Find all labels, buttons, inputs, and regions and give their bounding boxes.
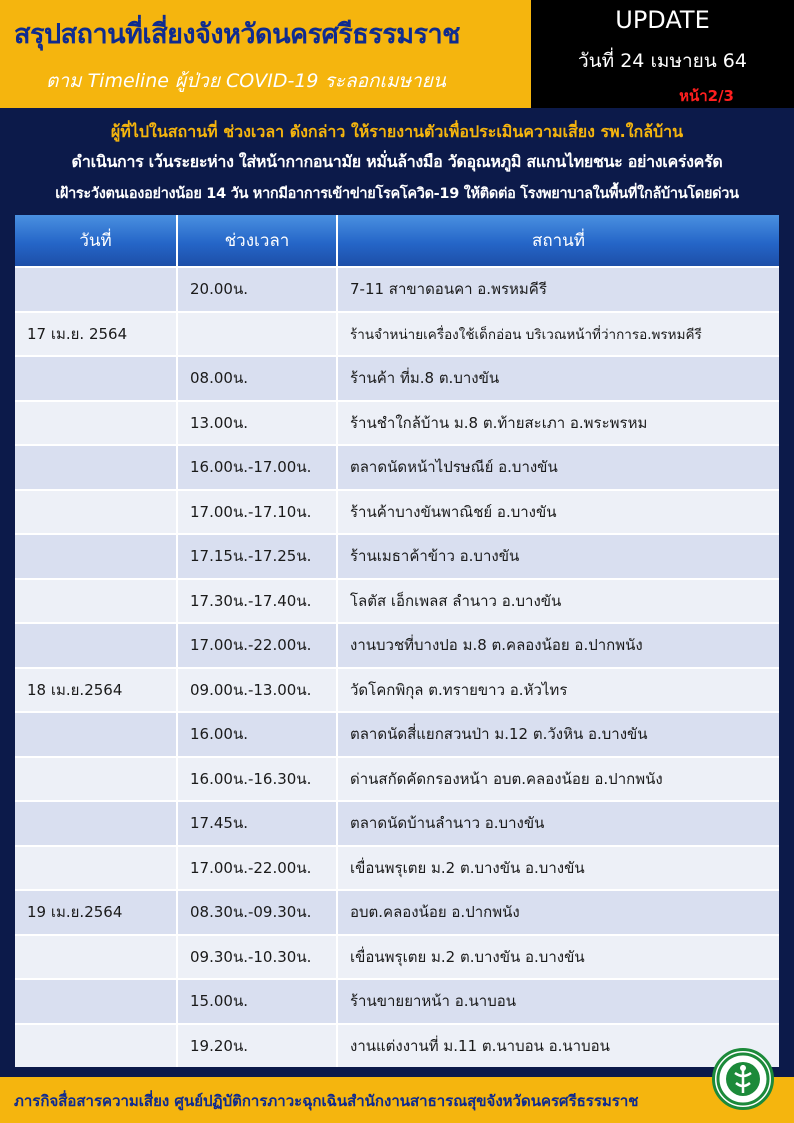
table-row: [15, 534, 779, 579]
page-subtitle: ตาม Timeline ผู้ป่วย COVID-19 ระลอกเมษายน: [46, 70, 446, 92]
date-cell: [15, 979, 177, 1024]
header-banner: [0, 0, 531, 108]
time-cell: 09.00น.-13.00น.: [177, 668, 337, 713]
time-cell: [177, 312, 337, 357]
place-cell: เขื่อนพรุเตย ม.2 ต.บางขัน อ.บางขัน: [337, 846, 779, 891]
date-cell: [15, 623, 177, 668]
date-cell: [15, 1024, 177, 1068]
footer-bar: [0, 1077, 794, 1123]
date-cell: [15, 490, 177, 535]
place-cell: ร้านจำหน่ายเครื่องใช้เด็กอ่อน บริเวณหน้าที่ว่าการอ.พรหมคีรี: [337, 312, 779, 357]
time-cell: 17.00น.-17.10น.: [177, 490, 337, 535]
place-cell: ตลาดนัดบ้านลำนาว อ.บางขัน: [337, 801, 779, 846]
time-cell: 19.20น.: [177, 1024, 337, 1068]
date-cell: [15, 267, 177, 312]
table-header-row: [15, 215, 779, 267]
table-row: [15, 267, 779, 312]
table-row: [15, 668, 779, 713]
place-cell: วัดโคกพิกุล ต.ทรายขาว อ.หัวไทร: [337, 668, 779, 713]
date-cell: [15, 757, 177, 802]
place-cell: งานบวชที่บางปอ ม.8 ต.คลองน้อย อ.ปากพนัง: [337, 623, 779, 668]
place-cell: งานแต่งงานที่ ม.11 ต.นาบอน อ.นาบอน: [337, 1024, 779, 1068]
table-row: [15, 712, 779, 757]
table-row: [15, 356, 779, 401]
table-row: [15, 445, 779, 490]
table-row: [15, 312, 779, 357]
time-cell: 17.15น.-17.25น.: [177, 534, 337, 579]
place-cell: อบต.คลองน้อย อ.ปากพนัง: [337, 890, 779, 935]
time-cell: 08.00น.: [177, 356, 337, 401]
page-indicator: หน้า2/3: [679, 87, 734, 105]
notice-line-3: เฝ้าระวังตนเองอย่างน้อย 14 วัน หากมีอาการเข้าข่ายโรคโควิด-19 ให้ติดต่อ โรงพยาบาลในพื้นที่ใกล้บ้านโดยด่วน: [55, 186, 739, 202]
date-cell: [15, 534, 177, 579]
date-cell: 17 เม.ย. 2564: [15, 312, 177, 357]
time-cell: 08.30น.-09.30น.: [177, 890, 337, 935]
date-cell: [15, 935, 177, 980]
date-cell: [15, 801, 177, 846]
date-cell: [15, 846, 177, 891]
notice-line-2: ดำเนินการ เว้นระยะห่าง ใส่หน้ากากอนามัย หมั่นล้างมือ วัดอุณหภูมิ สแกนไทยชนะ อย่างเคร่งครัด: [71, 152, 723, 171]
table-row: [15, 979, 779, 1024]
place-cell: ตลาดนัดหน้าไปรษณีย์ อ.บางขัน: [337, 445, 779, 490]
update-panel: [531, 0, 794, 108]
place-cell: ร้านค้าบางขันพาณิชย์ อ.บางขัน: [337, 490, 779, 535]
time-cell: 16.00น.: [177, 712, 337, 757]
footer-text: ภารกิจสื่อสารความเสี่ยง ศูนย์ปฏิบัติการภาวะฉุกเฉินสำนักงานสาธารณสุขจังหวัดนครศรีธรรมราช: [14, 1092, 639, 1110]
table-row: [15, 490, 779, 535]
table-row: [15, 623, 779, 668]
time-cell: 17.00น.-22.00น.: [177, 623, 337, 668]
place-cell: ร้านชำใกล้บ้าน ม.8 ต.ท้ายสะเภา อ.พระพรหม: [337, 401, 779, 446]
time-cell: 15.00น.: [177, 979, 337, 1024]
update-label: UPDATE: [615, 6, 710, 34]
place-cell: เขื่อนพรุเตย ม.2 ต.บางขัน อ.บางขัน: [337, 935, 779, 980]
table-row: [15, 579, 779, 624]
time-cell: 20.00น.: [177, 267, 337, 312]
page-title: สรุปสถานที่เสี่ยงจังหวัดนครศรีธรรมราช: [14, 19, 461, 50]
date-cell: [15, 445, 177, 490]
notice-line-1: ผู้ที่ไปในสถานที่ ช่วงเวลา ดังกล่าว ให้รายงานตัวเพื่อประเมินความเสี่ยง รพ.ใกล้บ้าน: [110, 122, 684, 141]
header-date: วันที่: [15, 215, 177, 267]
time-cell: 09.30น.-10.30น.: [177, 935, 337, 980]
time-cell: 16.00น.-17.00น.: [177, 445, 337, 490]
place-cell: 7-11 สาขาดอนคา อ.พรหมคีรี: [337, 267, 779, 312]
table-row: [15, 890, 779, 935]
time-cell: 17.30น.-17.40น.: [177, 579, 337, 624]
date-cell: [15, 579, 177, 624]
table-row: [15, 935, 779, 980]
date-cell: [15, 356, 177, 401]
time-cell: 17.45น.: [177, 801, 337, 846]
ministry-logo-icon: [712, 1048, 774, 1110]
header-time: ช่วงเวลา: [177, 215, 337, 267]
place-cell: ตลาดนัดสี่แยกสวนป่า ม.12 ต.วังหิน อ.บางขัน: [337, 712, 779, 757]
risk-locations-table: [15, 215, 779, 1067]
time-cell: 13.00น.: [177, 401, 337, 446]
table-row: [15, 401, 779, 446]
date-cell: [15, 401, 177, 446]
table-row: [15, 1024, 779, 1068]
place-cell: ร้านเมธาค้าข้าว อ.บางขัน: [337, 534, 779, 579]
table-row: [15, 846, 779, 891]
place-cell: ร้านขายยาหน้า อ.นาบอน: [337, 979, 779, 1024]
table-row: [15, 757, 779, 802]
table-row: [15, 801, 779, 846]
place-cell: โลตัส เอ็กเพลส ลำนาว อ.บางขัน: [337, 579, 779, 624]
time-cell: 17.00น.-22.00น.: [177, 846, 337, 891]
date-cell: 18 เม.ย.2564: [15, 668, 177, 713]
place-cell: ร้านค้า ที่ม.8 ต.บางขัน: [337, 356, 779, 401]
time-cell: 16.00น.-16.30น.: [177, 757, 337, 802]
place-cell: ด่านสกัดคัดกรองหน้า อบต.คลองน้อย อ.ปากพนัง: [337, 757, 779, 802]
header-place: สถานที่: [337, 215, 779, 267]
update-date: วันที่ 24 เมษายน 64: [578, 50, 747, 72]
date-cell: [15, 712, 177, 757]
date-cell: 19 เม.ย.2564: [15, 890, 177, 935]
